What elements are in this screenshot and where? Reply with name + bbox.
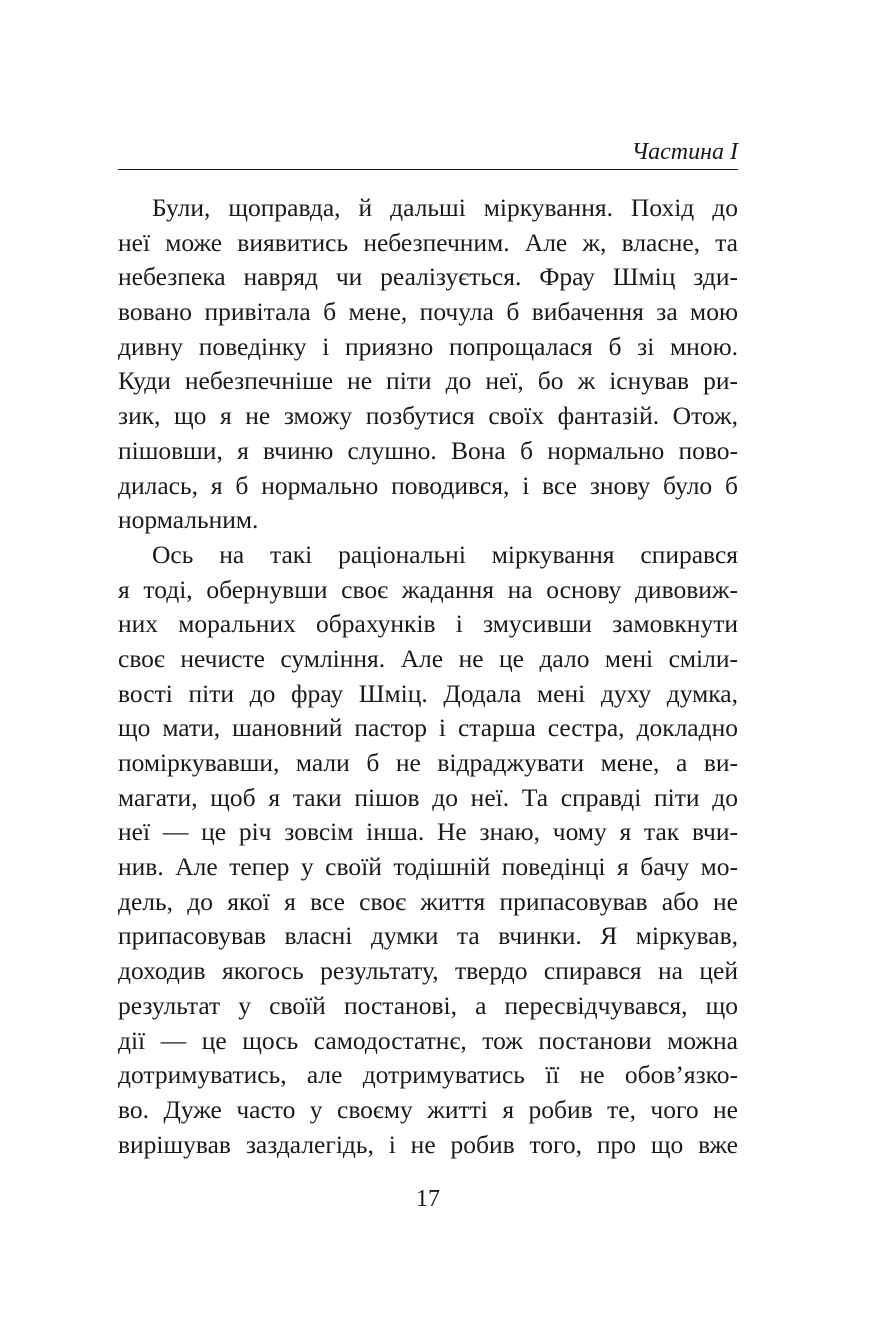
body-text	[118, 191, 738, 1162]
text-line: поміркувавши, мали б не відраджувати мене, а ви-	[118, 748, 738, 777]
text-line: магати, щоб я таки пішов до неї. Та справді піти до	[118, 782, 738, 812]
text-line: вовано привітала б мене, почула б вибачення за мою	[118, 297, 738, 327]
text-line: неї — це річ зовсім інша. Не знаю, чому я так вчи-	[118, 817, 738, 847]
text-line: вості піти до фрау Шміц. Додала мені духу думка,	[118, 678, 738, 708]
text-line: дотримуватись, але дотримуватись її не обов’язко-	[118, 1060, 738, 1090]
text-line: припасовував власні думки та вчинки. Я міркував,	[118, 921, 738, 951]
text-line: них моральних обрахунків і змусивши замовкнути	[118, 609, 738, 639]
text-line: неї може виявитись небезпечним. Але ж, власне, та	[118, 227, 738, 257]
text-line: нормальним.	[118, 505, 259, 535]
text-line: пішовши, я вчиню слушно. Вона б нормально пово-	[118, 435, 738, 465]
text-line: дель, до якої я все своє життя припасовував або не	[118, 886, 738, 916]
text-line: я тоді, обернувши своє жадання на основу дивовиж-	[118, 574, 738, 604]
paragraph-2	[118, 538, 738, 1162]
text-line: нив. Але тепер у своїй тодішній поведінці я бачу мо-	[118, 852, 738, 882]
paragraph-1	[118, 191, 738, 538]
text-line: своє нечисте сумління. Але не це дало мені сміли-	[118, 643, 738, 673]
text-line: дилась, я б нормально поводився, і все знову було б	[118, 470, 738, 500]
text-line: во. Дуже часто у своєму житті я робив те, чого не	[118, 1094, 738, 1124]
text-line: вирішував заздалегідь, і не робив того, про що вже	[118, 1129, 738, 1159]
running-head: Частина І	[631, 139, 738, 165]
text-line: Були, щоправда, й дальші міркування. Похід до	[152, 193, 738, 222]
text-line: дії — це щось самодостатнє, тож постанови можна	[118, 1025, 738, 1055]
text-line: дивну поведінку і приязно попрощалася б зі мною.	[118, 331, 738, 361]
text-line: Ось на такі раціональні міркування спирався	[152, 539, 738, 569]
text-line: Куди небезпечніше не піти до неї, бо ж існував ри-	[118, 366, 738, 396]
text-line: результат у своїй постанові, а пересвідчувався, що	[118, 990, 738, 1020]
text-line: зик, що я не зможу позбутися своїх фантазій. Отож,	[118, 401, 738, 431]
page-number: 17	[416, 1186, 440, 1212]
text-line: доходив якогось результату, твердо спирався на цей	[118, 956, 738, 986]
header-rule	[118, 169, 738, 170]
text-line: небезпека навряд чи реалізується. Фрау Шміц зди-	[118, 262, 738, 292]
text-line: що мати, шановний пастор і старша сестра, докладно	[118, 713, 738, 743]
